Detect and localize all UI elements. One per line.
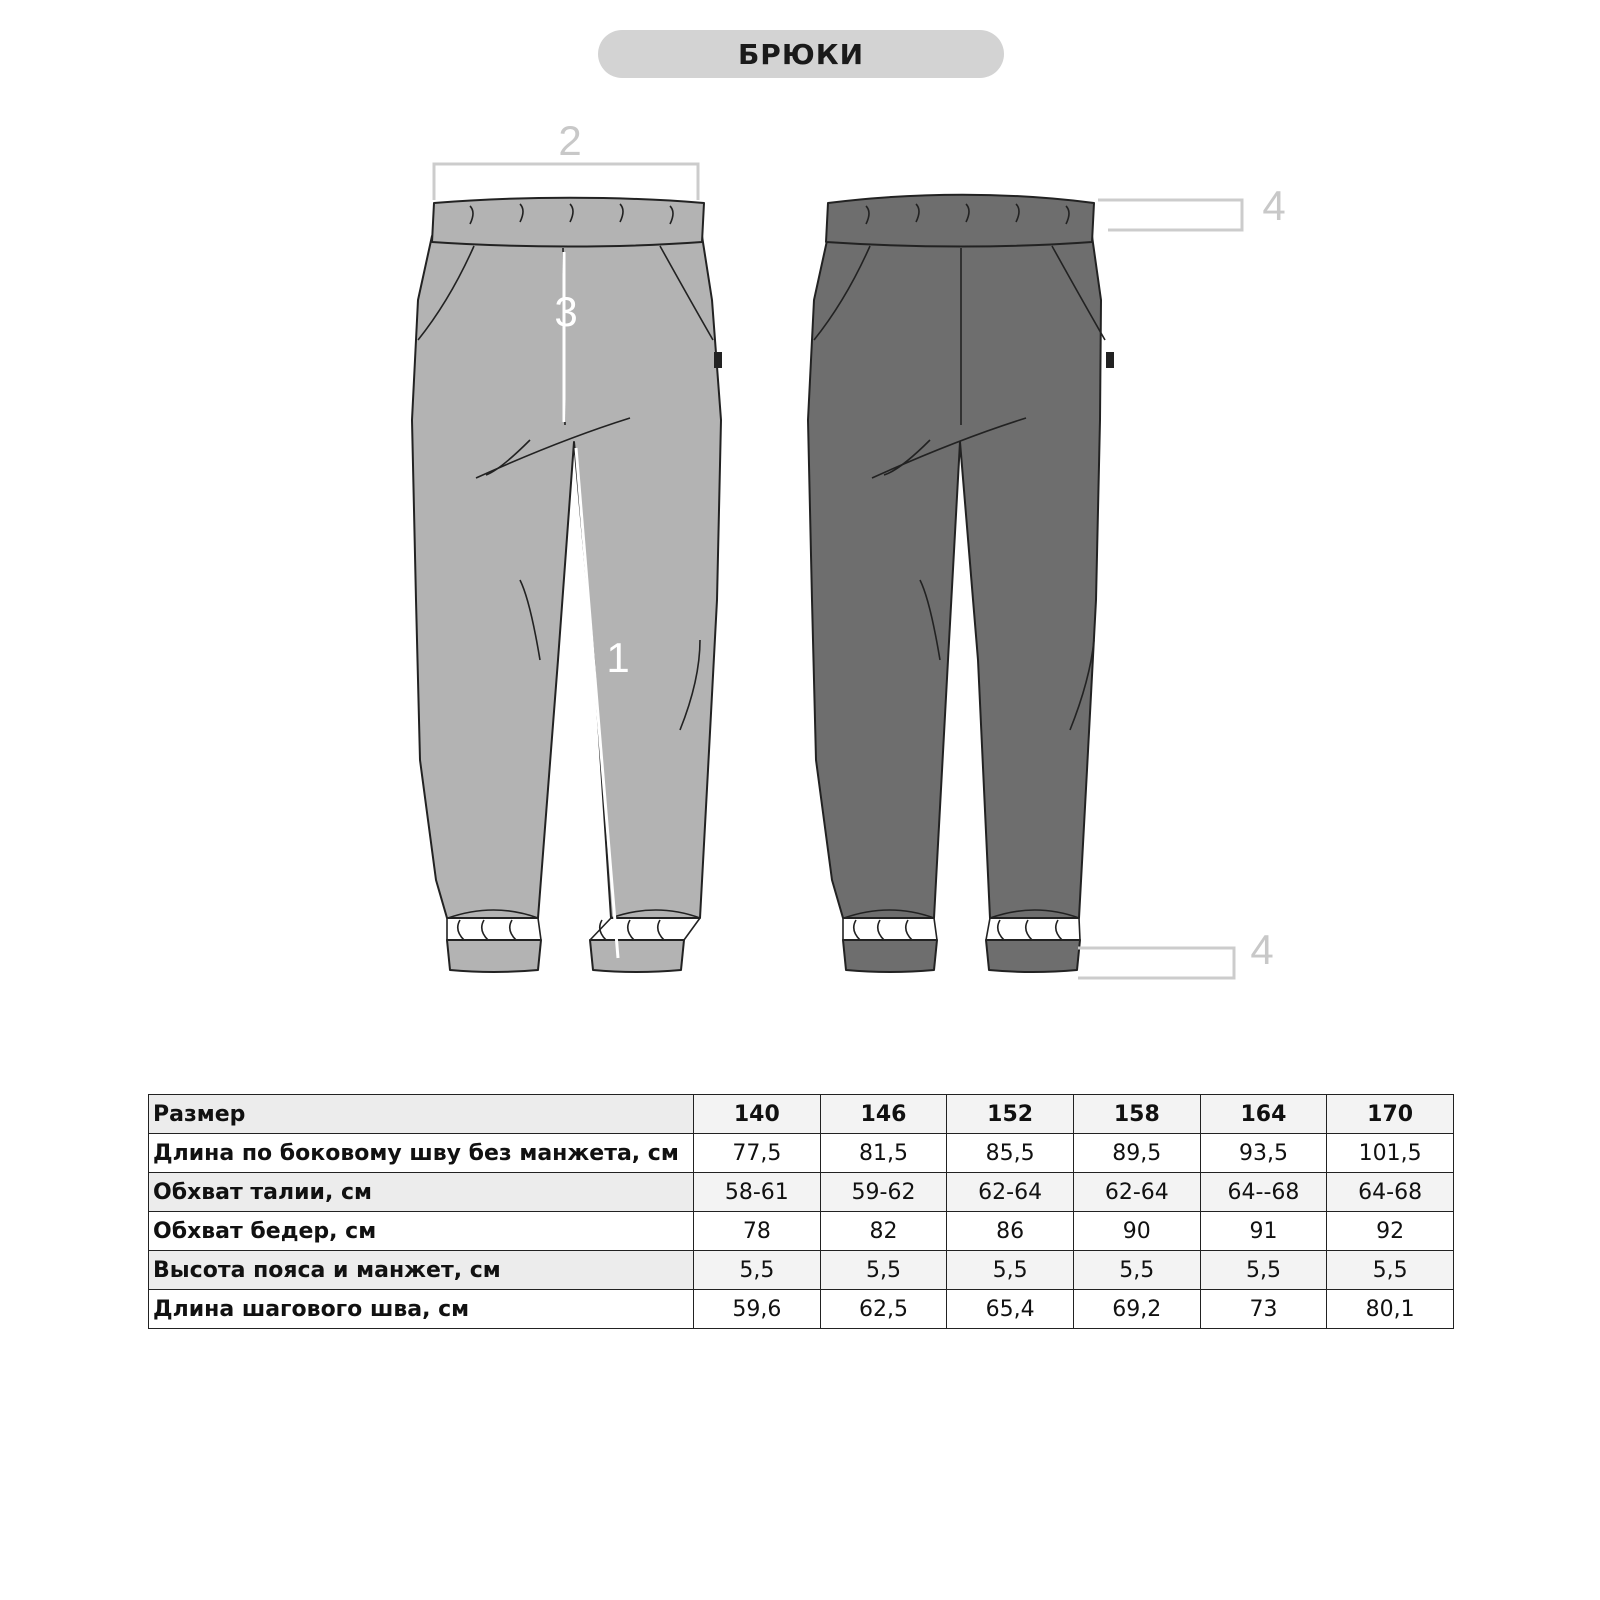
table-cell: 89,5 [1073, 1134, 1200, 1173]
table-cell: 101,5 [1327, 1134, 1454, 1173]
table-cell: 5,5 [1327, 1251, 1454, 1290]
table-row [149, 1290, 1454, 1329]
page-title: БРЮКИ [737, 37, 865, 71]
dark-pants-body [808, 236, 1101, 918]
dark-left-cuff [843, 940, 937, 972]
size-table-header-row [149, 1095, 1454, 1134]
table-cell: 81,5 [820, 1134, 947, 1173]
dark-pants [808, 195, 1114, 972]
table-cell: 90 [1073, 1212, 1200, 1251]
measure-label-2: 2 [558, 117, 582, 164]
row-label: Обхват бедер, см [149, 1212, 694, 1251]
table-row [149, 1134, 1454, 1173]
light-pants-body [412, 236, 721, 918]
measure-label-1: 1 [606, 634, 630, 681]
table-row [149, 1212, 1454, 1251]
table-cell: 59-62 [820, 1173, 947, 1212]
light-right-cuff [590, 940, 684, 972]
table-cell: 58-61 [694, 1173, 821, 1212]
table-cell: 78 [694, 1212, 821, 1251]
light-pants-tag [714, 352, 722, 368]
table-cell: 64--68 [1200, 1173, 1327, 1212]
size-header-label: Размер [149, 1095, 694, 1134]
table-cell: 5,5 [947, 1251, 1074, 1290]
size-header-cell: 152 [947, 1095, 1074, 1134]
table-cell: 5,5 [1073, 1251, 1200, 1290]
table-cell: 65,4 [947, 1290, 1074, 1329]
table-row [149, 1173, 1454, 1212]
table-cell: 92 [1327, 1212, 1454, 1251]
measure-label-3: 3 [554, 288, 578, 335]
size-header-cell: 164 [1200, 1095, 1327, 1134]
table-row [149, 1251, 1454, 1290]
table-cell: 62-64 [1073, 1173, 1200, 1212]
table-cell: 62,5 [820, 1290, 947, 1329]
table-cell: 5,5 [694, 1251, 821, 1290]
light-waistband [432, 198, 704, 247]
size-header-cell: 170 [1327, 1095, 1454, 1134]
table-cell: 80,1 [1327, 1290, 1454, 1329]
row-label: Высота пояса и манжет, см [149, 1251, 694, 1290]
dark-right-cuff [986, 940, 1080, 972]
size-header-cell: 158 [1073, 1095, 1200, 1134]
table-cell: 62-64 [947, 1173, 1074, 1212]
table-cell: 85,5 [947, 1134, 1074, 1173]
measure-label-4-top: 4 [1262, 182, 1286, 229]
table-cell: 73 [1200, 1290, 1327, 1329]
size-header-cell: 140 [694, 1095, 821, 1134]
measure-label-4-bottom: 4 [1250, 926, 1274, 973]
dark-measure-lines [1078, 200, 1242, 978]
table-cell: 77,5 [694, 1134, 821, 1173]
table-cell: 59,6 [694, 1290, 821, 1329]
table-cell: 82 [820, 1212, 947, 1251]
table-cell: 91 [1200, 1212, 1327, 1251]
table-cell: 93,5 [1200, 1134, 1327, 1173]
table-cell: 64-68 [1327, 1173, 1454, 1212]
row-label: Длина шагового шва, см [149, 1290, 694, 1329]
row-label: Длина по боковому шву без манжета, см [149, 1134, 694, 1173]
table-cell: 69,2 [1073, 1290, 1200, 1329]
dark-waistband [826, 195, 1094, 247]
table-cell: 5,5 [820, 1251, 947, 1290]
size-table [148, 1094, 1454, 1329]
dark-pants-tag [1106, 352, 1114, 368]
table-cell: 5,5 [1200, 1251, 1327, 1290]
size-header-cell: 146 [820, 1095, 947, 1134]
light-left-cuff [447, 940, 541, 972]
row-label: Обхват талии, см [149, 1173, 694, 1212]
table-cell: 86 [947, 1212, 1074, 1251]
